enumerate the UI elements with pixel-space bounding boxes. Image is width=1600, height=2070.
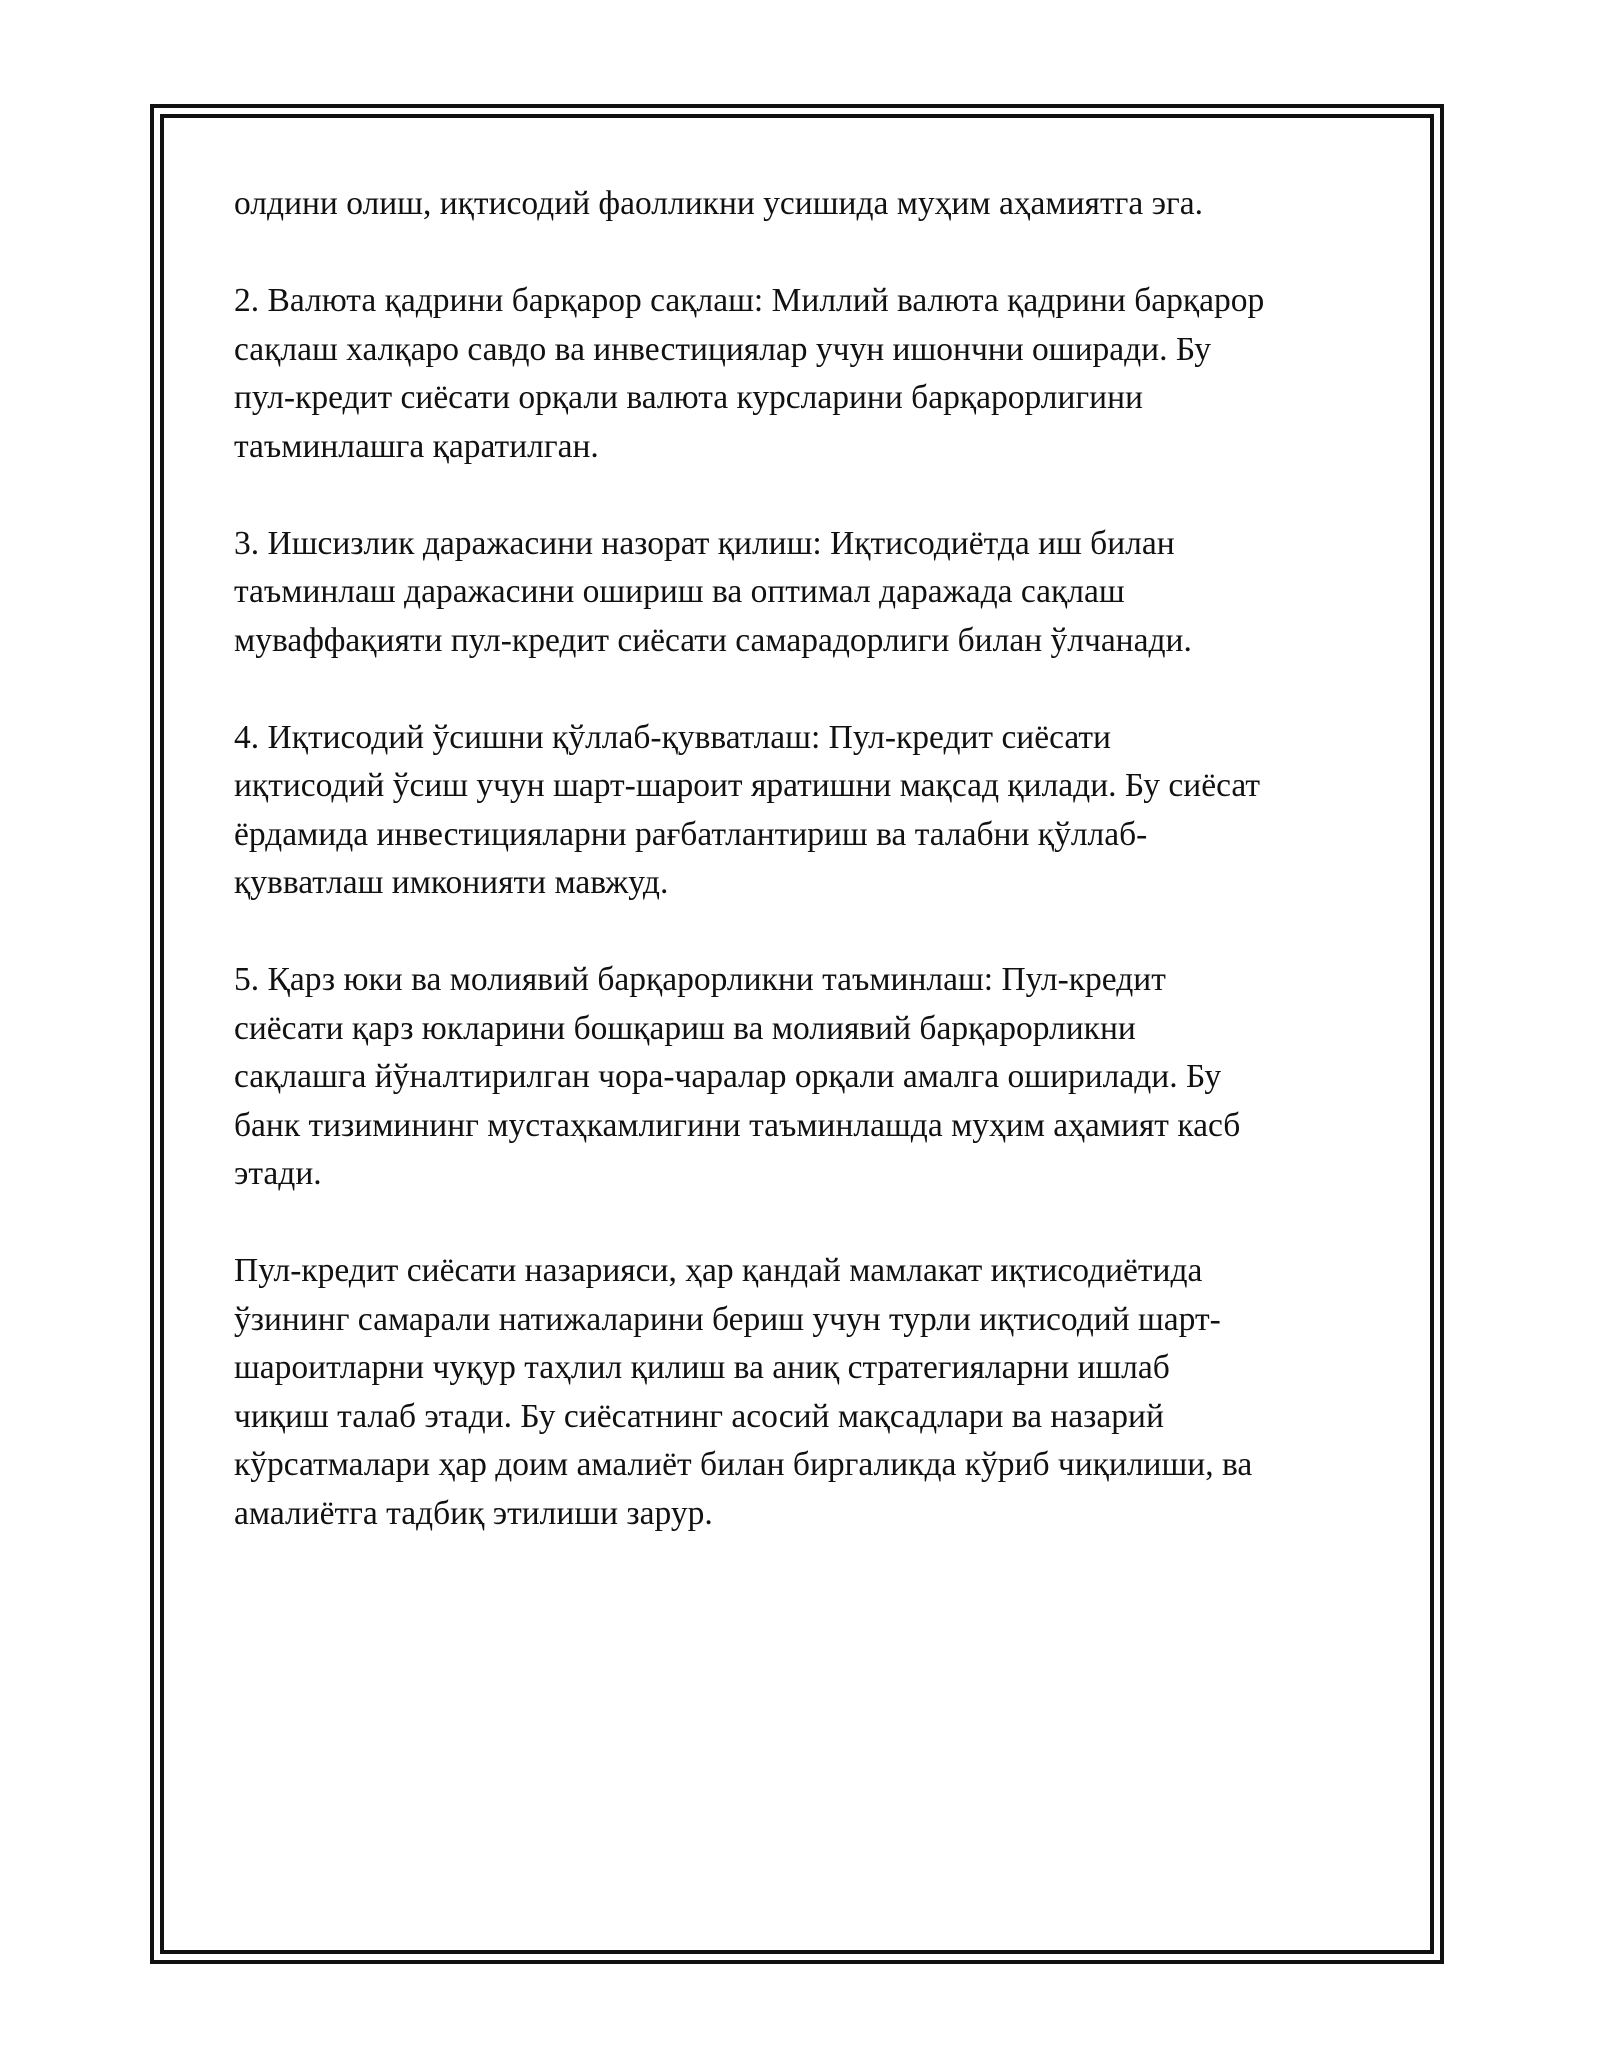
paragraph-debt-financial-stability: 5. Қарз юки ва молиявий барқарорликни таъминлаш: Пул-кредит сиёсати қарз юкларини бошқариш ва молиявий барқарорликни сақлашга йўналтирилган чора-чаралар орқали амалга оширилади. Бу банк тизимининг мустаҳкамлигини таъминлашда муҳим аҳамият касб этади. (234, 961, 1241, 1192)
paragraph-economic-growth: 4. Иқтисодий ўсишни қўллаб-қувватлаш: Пул-кредит сиёсати иқтисодий ўсиш учун шарт-шароит яратишни мақсад қилади. Бу сиёсат ёрдамида инвестицияларни рағбатлантириш ва талабни қўллаб- қувватлаш имконияти мавжуд. (234, 718, 1261, 901)
paragraph-conclusion: Пул-кредит сиёсати назарияси, ҳар қандай мамлакат иқтисодиётида ўзининг самарали натижаларини бериш учун турли иқтисодий шарт- шароитларни чуқур таҳлил қилиш ва аниқ стратегияларни ишлаб чиқиш талаб этади. Бу сиёсатнинг асосий мақсадлари ва назарий кўрсатмалари ҳар доим амалиёт билан биргаликда кўриб чиқилиши, ва амалиётга тадбиқ этилиши зарур. (234, 1252, 1253, 1532)
paragraph-currency-stability: 2. Валюта қадрини барқарор сақлаш: Миллий валюта қадрини барқарор сақлаш халқаро савдо ва инвестициялар учун ишончни оширади. Бу пул-кредит сиёсати орқали валюта курсларини барқарорлигини таъминлашга қаратилган. (234, 282, 1265, 465)
paragraph-intro-continuation: олдини олиш, иқтисодий фаолликни усишида муҳим аҳамиятга эга. (234, 185, 1203, 222)
paragraph-unemployment-control: 3. Ишсизлик даражасини назорат қилиш: Иқтисодиётда иш билан таъминлаш даражасини ошириш ва оптимал даражада сақлаш муваффақияти пул-кредит сиёсати самарадорлиги билан ўлчанади. (234, 524, 1192, 659)
document-body (234, 180, 1374, 1587)
